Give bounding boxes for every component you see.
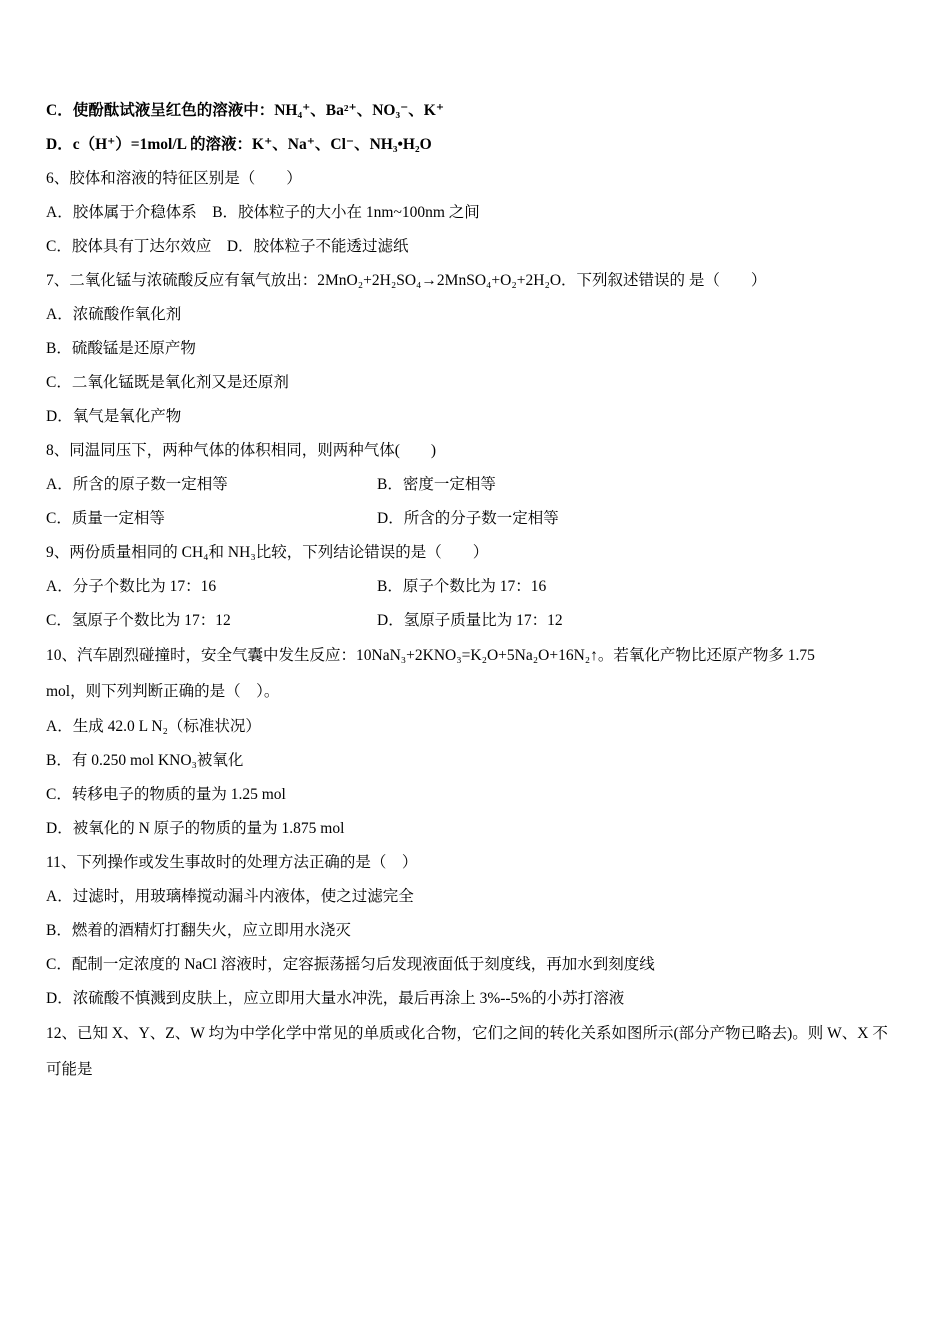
option-c-prev: C．使酚酞试液呈红色的溶液中：NH₄⁺、Ba²⁺、NO₃⁻、K⁺: [46, 102, 445, 119]
question-7-option-a: A．浓硫酸作氧化剂: [46, 306, 182, 323]
question-7: 7、二氧化锰与浓硫酸反应有氧气放出：2MnO₂+2H₂SO₄→2MnSO₄+O₂+2H₂O．下列叙述错误的 是（ ）: [46, 272, 767, 289]
option-d-prev: D．c（H⁺）=1mol/L 的溶液：K⁺、Na⁺、Cl⁻、NH₃•H₂O: [46, 136, 432, 153]
question-11: 11、下列操作或发生事故时的处理方法正确的是（ ）: [46, 854, 418, 871]
question-7-option-d: D．氧气是氧化产物: [46, 408, 182, 425]
question-11-option-c: C．配制一定浓度的 NaCl 溶液时，定容振荡摇匀后发现液面低于刻度线，再加水到刻度线: [46, 956, 655, 973]
question-10-option-a: A．生成 42.0 L N₂（标准状况）: [46, 718, 261, 735]
question-8-option-b: B．密度一定相等: [377, 476, 496, 493]
question-6-options-cd: C．胶体具有丁达尔效应 D．胶体粒子不能透过滤纸: [46, 238, 409, 255]
question-10-option-d: D．被氧化的 N 原子的物质的量为 1.875 mol: [46, 820, 345, 837]
question-6-options-ab: A．胶体属于介稳体系 B．胶体粒子的大小在 1nm~100nm 之间: [46, 204, 480, 221]
question-11-option-d: D．浓硫酸不慎溅到皮肤上，应立即用大量水冲洗，最后再涂上 3%--5%的小苏打溶液: [46, 990, 625, 1007]
question-10-line-2: mol，则下列判断正确的是（ ）。: [46, 683, 280, 700]
question-7-option-b: B．硫酸锰是还原产物: [46, 340, 196, 357]
question-11-option-a: A．过滤时，用玻璃棒搅动漏斗内液体，使之过滤完全: [46, 888, 414, 905]
question-8-option-c: C．质量一定相等: [46, 510, 165, 527]
question-7-option-c: C．二氧化锰既是氧化剂又是还原剂: [46, 374, 289, 391]
question-8: 8、同温同压下，两种气体的体积相同，则两种气体( ): [46, 442, 437, 459]
question-9-option-b: B．原子个数比为 17：16: [377, 578, 547, 595]
question-6: 6、胶体和溶液的特征区别是（ ）: [46, 170, 302, 187]
question-9: 9、两份质量相同的 CH₄和 NH₃比较，下列结论错误的是（ ）: [46, 544, 489, 561]
question-9-option-c: C．氢原子个数比为 17：12: [46, 612, 231, 629]
question-10-option-c: C．转移电子的物质的量为 1.25 mol: [46, 786, 286, 803]
question-8-option-d: D．所含的分子数一定相等: [377, 510, 559, 527]
question-9-option-d: D．氢原子质量比为 17：12: [377, 612, 563, 629]
question-12-line-1: 12、已知 X、Y、Z、W 均为中学化学中常见的单质或化合物，它们之间的转化关系如图所示(部分产物已略去)。则 W、X 不: [46, 1025, 888, 1042]
question-10-line-1: 10、汽车剧烈碰撞时，安全气囊中发生反应：10NaN₃+2KNO₃=K₂O+5Na₂O+16N₂↑。若氧化产物比还原产物多 1.75: [46, 647, 815, 664]
question-12-line-2: 可能是: [46, 1061, 93, 1078]
question-9-option-a: A．分子个数比为 17：16: [46, 578, 217, 595]
question-10-option-b: B．有 0.250 mol KNO₃被氧化: [46, 752, 244, 769]
question-11-option-b: B．燃着的酒精灯打翻失火，应立即用水浇灭: [46, 922, 351, 939]
question-8-option-a: A．所含的原子数一定相等: [46, 476, 228, 493]
